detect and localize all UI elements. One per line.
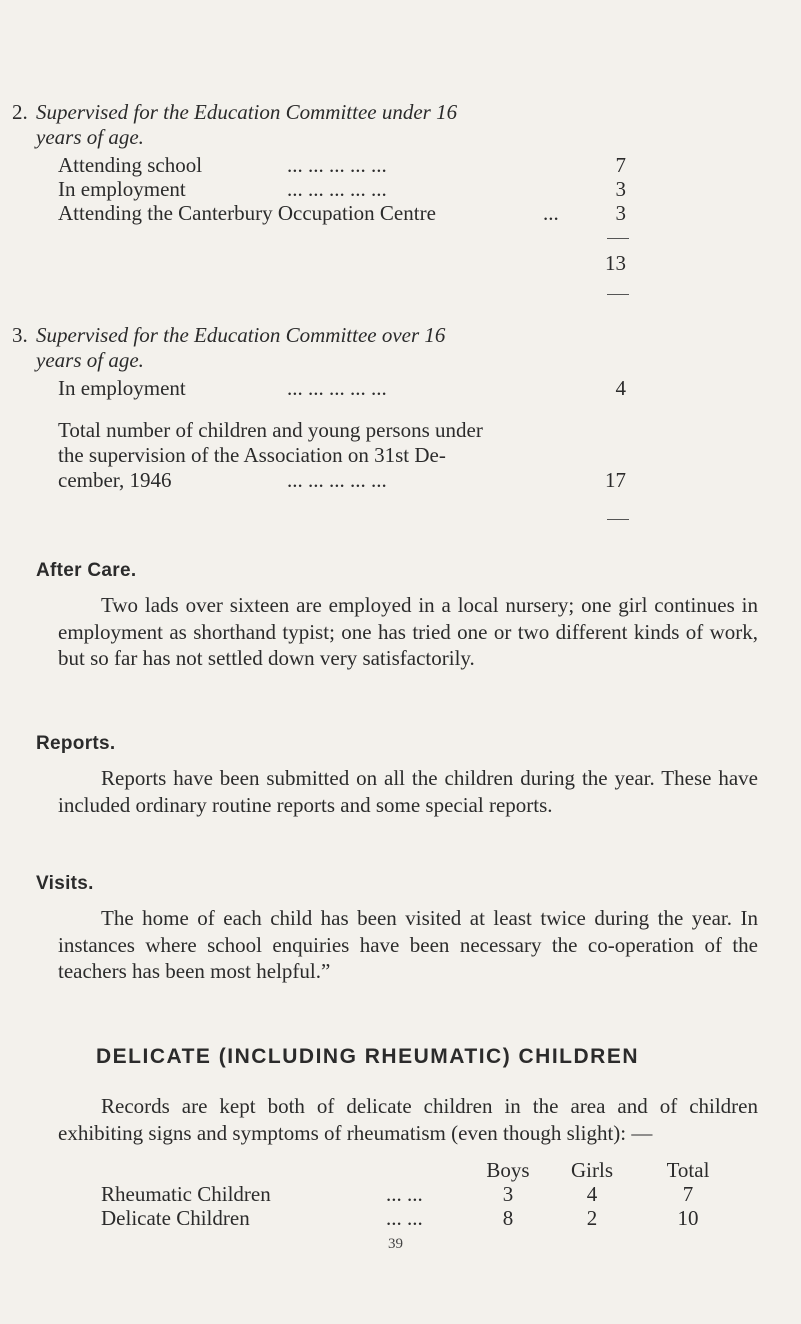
table-cell: 8 xyxy=(502,1206,514,1230)
row-leader: ... ... xyxy=(386,1182,423,1206)
table-cell: 4 xyxy=(586,1182,598,1206)
section-heading: Visits. xyxy=(36,873,94,894)
table-row-label: Rheumatic Children xyxy=(101,1182,271,1206)
column-header-girls: Girls xyxy=(571,1158,613,1182)
row-leader: ... xyxy=(543,201,559,225)
column-header-boys: Boys xyxy=(486,1158,530,1182)
table-row-label: Delicate Children xyxy=(101,1206,250,1230)
section-2-title: Supervised for the Education Committee under 16 xyxy=(36,100,458,124)
grand-total-value: 17 xyxy=(605,468,626,492)
section-heading: Reports. xyxy=(36,733,116,754)
section-2-title-cont: years of age. xyxy=(36,125,144,149)
section-2-number: 2. xyxy=(12,100,28,124)
reports-paragraph: Reports have been submitted on all the children during the year. These have included ordinary routine reports and some special reports. xyxy=(58,766,758,817)
sum-rule xyxy=(607,294,629,295)
section-3-title: Supervised for the Education Committee over 16 xyxy=(36,323,446,347)
sum-rule xyxy=(607,519,629,520)
row-value: 7 xyxy=(615,153,626,177)
table-cell: 10 xyxy=(677,1206,699,1230)
table-cell: 7 xyxy=(682,1182,694,1206)
sum-rule xyxy=(607,238,629,239)
row-leader: ... ... ... ... ... xyxy=(287,468,387,492)
section-3-title-cont: years of age. xyxy=(36,348,144,372)
row-value: 3 xyxy=(615,177,626,201)
section-3-number: 3. xyxy=(12,323,28,347)
row-label: In employment xyxy=(58,376,186,400)
visits-paragraph: The home of each child has been visited at least twice during the year. In instances where school enquiries have been necessary the co-operation of the teachers has been most helpful.” xyxy=(58,906,758,983)
section-heading: DELICATE (INCLUDING RHEUMATIC) CHILDREN xyxy=(96,1045,640,1068)
after-care-paragraph: Two lads over sixteen are employed in a local nursery; one girl continues in employment as shorthand typist; one has tried one or two different kinds of work, but so far has not settled down very satisfactorily. xyxy=(58,593,758,670)
row-leader: ... ... xyxy=(386,1206,423,1230)
row-label: Attending school xyxy=(58,153,203,177)
page-number: 39 xyxy=(388,1236,403,1252)
row-value: 3 xyxy=(615,201,626,225)
row-label: In employment xyxy=(58,177,186,201)
table-cell: 3 xyxy=(502,1182,514,1206)
section-heading: After Care. xyxy=(36,560,137,581)
grand-total-text: Total number of children and young persons under xyxy=(58,418,483,442)
grand-total-text: the supervision of the Association on 31st De- xyxy=(58,443,446,467)
table-cell: 2 xyxy=(586,1206,598,1230)
row-label: Attending the Canterbury Occupation Centre xyxy=(58,201,436,225)
delicate-paragraph: Records are kept both of delicate children in the area and of children exhibiting signs and symptoms of rheumatism (even though slight): — xyxy=(58,1094,758,1145)
row-leader: ... ... ... ... ... xyxy=(287,177,387,201)
grand-total-text: cember, 1946 xyxy=(58,468,172,492)
column-header-total: Total xyxy=(666,1158,710,1182)
section-2-total: 13 xyxy=(605,251,626,275)
row-leader: ... ... ... ... ... xyxy=(287,376,387,400)
row-value: 4 xyxy=(615,376,626,400)
row-leader: ... ... ... ... ... xyxy=(287,153,387,177)
